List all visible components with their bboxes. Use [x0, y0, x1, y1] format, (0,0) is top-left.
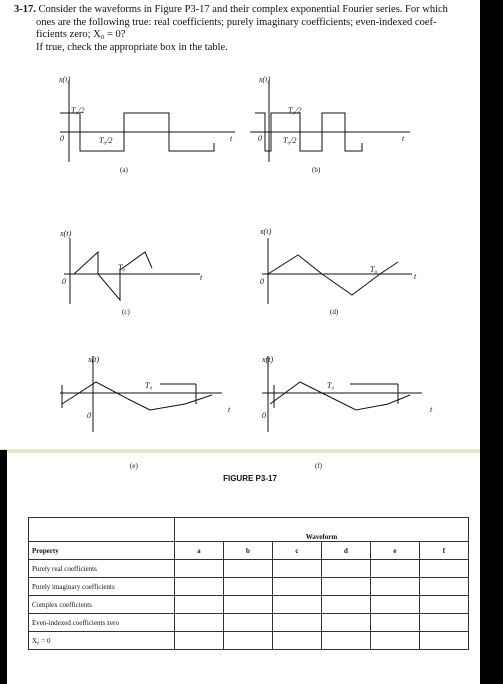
- triangle-wave-f: [270, 382, 410, 410]
- sawtooth-c: [74, 252, 152, 300]
- tlabel-f: t: [430, 405, 433, 414]
- origin-f: 0: [262, 411, 266, 420]
- waveform-panel-d: [259, 227, 417, 316]
- ylabel-e: x(t): [88, 355, 100, 364]
- col-header-f: f: [419, 542, 468, 560]
- tlabel-a: t: [230, 134, 233, 143]
- row-label-even-zero: Even-indexed coefficients zero: [29, 614, 175, 632]
- table-corner-cell: [29, 518, 175, 542]
- checkbox-cell[interactable]: [174, 614, 223, 632]
- checkbox-cell[interactable]: [370, 632, 419, 650]
- period-label-b-pos: T₀/2: [288, 106, 302, 115]
- row-label-x0-zero: X₀ = 0: [29, 632, 175, 650]
- checkbox-cell[interactable]: [223, 560, 272, 578]
- col-header-b: b: [223, 542, 272, 560]
- origin-b: 0: [258, 134, 262, 143]
- ylabel-c: x(t): [60, 229, 72, 238]
- origin-a: 0: [60, 134, 64, 143]
- panel-label-e: (e): [130, 462, 138, 470]
- waveform-group-header: Waveform: [174, 518, 468, 542]
- checkbox-cell[interactable]: [272, 560, 321, 578]
- problem-line-4: If true, check the appropriate box in the table.: [36, 41, 228, 53]
- panel-label-f: (f): [315, 462, 322, 470]
- problem-number: 3-17.: [14, 4, 36, 15]
- origin-e: 0: [87, 411, 91, 420]
- property-table: [28, 517, 469, 650]
- period-label-d: T₀: [370, 265, 378, 274]
- ylabel-b: x(t): [259, 75, 271, 84]
- scan-edge-right: [480, 0, 503, 684]
- period-label-f: T₀: [327, 381, 335, 390]
- tlabel-c: t: [200, 273, 203, 282]
- checkbox-cell[interactable]: [174, 578, 223, 596]
- checkbox-cell[interactable]: [370, 614, 419, 632]
- period-label-c: T₀: [118, 263, 126, 272]
- checkbox-cell[interactable]: [419, 578, 468, 596]
- checkbox-cell[interactable]: [419, 560, 468, 578]
- checkbox-cell[interactable]: [419, 632, 468, 650]
- period-label-b-neg: T₀/2: [283, 136, 297, 145]
- tlabel-b: t: [402, 134, 405, 143]
- checkbox-cell[interactable]: [370, 578, 419, 596]
- triangle-wave-d: [268, 255, 398, 295]
- col-header-d: d: [321, 542, 370, 560]
- problem-line-3: ficients zero; X₀ = 0?: [36, 29, 126, 40]
- panel-label-c: (c): [122, 308, 130, 316]
- tlabel-e: t: [228, 405, 231, 414]
- checkbox-cell[interactable]: [370, 560, 419, 578]
- scan-edge-left: [0, 450, 7, 684]
- panel-label-d: (d): [330, 308, 339, 316]
- waveform-panel-a: [58, 75, 235, 174]
- ylabel-d: x(t): [260, 227, 272, 236]
- col-header-e: e: [370, 542, 419, 560]
- table-group-header-row: [29, 518, 469, 542]
- origin-c: 0: [62, 277, 66, 286]
- table-row: [29, 596, 469, 614]
- waveform-panel-c: [59, 229, 203, 316]
- col-header-c: c: [272, 542, 321, 560]
- checkbox-cell[interactable]: [272, 578, 321, 596]
- table-row: [29, 614, 469, 632]
- checkbox-cell[interactable]: [370, 596, 419, 614]
- row-label-complex: Complex coefficients: [29, 596, 175, 614]
- period-label-a-neg: T₀/2: [99, 136, 113, 145]
- checkbox-cell[interactable]: [223, 596, 272, 614]
- checkbox-cell[interactable]: [223, 632, 272, 650]
- checkbox-cell[interactable]: [223, 578, 272, 596]
- panel-label-a: (a): [120, 166, 128, 174]
- checkbox-cell[interactable]: [174, 560, 223, 578]
- checkbox-cell[interactable]: [321, 560, 370, 578]
- period-label-e: T₀: [145, 381, 153, 390]
- table-header-row: [29, 542, 469, 560]
- ylabel-f: x(t): [262, 355, 274, 364]
- checkbox-cell[interactable]: [321, 632, 370, 650]
- checkbox-cell[interactable]: [321, 596, 370, 614]
- checkbox-cell[interactable]: [272, 614, 321, 632]
- ylabel-a: x(t): [59, 75, 71, 84]
- panel-label-b: (b): [312, 166, 321, 174]
- checkbox-cell[interactable]: [321, 614, 370, 632]
- checkbox-cell[interactable]: [419, 596, 468, 614]
- problem-line-1: Consider the waveforms in Figure P3-17 and their complex exponential Fourier series. For which: [38, 4, 448, 15]
- checkbox-cell[interactable]: [174, 632, 223, 650]
- checkbox-cell[interactable]: [272, 596, 321, 614]
- table-row: [29, 632, 469, 650]
- row-label-imaginary: Purely imaginary coefficients: [29, 578, 175, 596]
- checkbox-cell[interactable]: [321, 578, 370, 596]
- row-label-real: Purely real coefficients: [29, 560, 175, 578]
- checkbox-cell[interactable]: [174, 596, 223, 614]
- scan-stripe: [0, 449, 480, 453]
- problem-line-2: ones are the following true: real coefficients; purely imaginary coefficients; even-indexed coef-: [36, 16, 437, 28]
- tlabel-d: t: [414, 272, 417, 281]
- figure-caption: FIGURE P3-17: [223, 474, 277, 483]
- table-row: [29, 560, 469, 578]
- checkbox-cell[interactable]: [419, 614, 468, 632]
- triangle-wave-e: [62, 382, 212, 410]
- origin-d: 0: [260, 277, 264, 286]
- waveform-panel-b: [250, 75, 410, 174]
- table-row: [29, 578, 469, 596]
- period-label-a-pos: T₀/2: [71, 106, 85, 115]
- checkbox-cell[interactable]: [272, 632, 321, 650]
- col-header-a: a: [174, 542, 223, 560]
- checkbox-cell[interactable]: [223, 614, 272, 632]
- property-header: Property: [29, 542, 175, 560]
